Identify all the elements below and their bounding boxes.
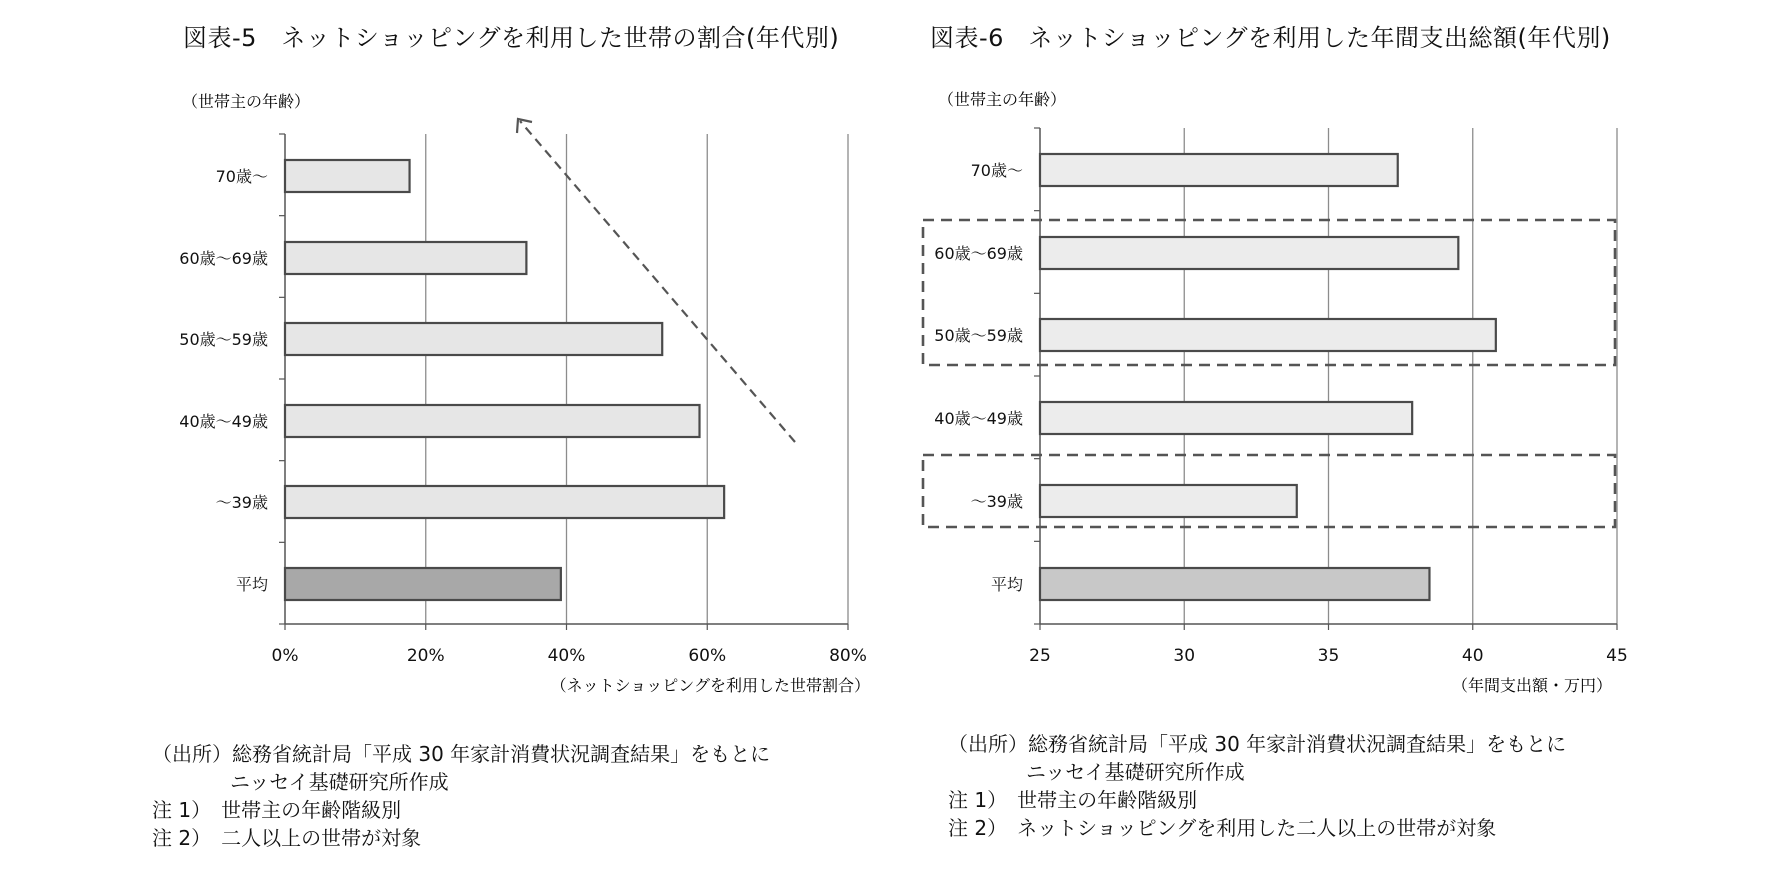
- chart6-bar: [1040, 154, 1398, 186]
- chart5-x-tick-label: 0%: [271, 646, 299, 666]
- chart6-x-tick-label: 25: [1029, 646, 1051, 666]
- chart6-category-label: 40歳～49歳: [934, 409, 1023, 428]
- chart5-x-axis-title: （ネットショッピングを利用した世帯割合）: [550, 676, 870, 695]
- chart5-category-label: 60歳～69歳: [179, 249, 268, 268]
- chart5-x-tick-label: 20%: [406, 646, 445, 666]
- chart5-x-tick-label: 60%: [688, 646, 727, 666]
- chart5-bar: [285, 486, 724, 518]
- chart6-source-line: （出所）総務省統計局「平成 30 年家計消費状況調査結果」をもとに: [948, 732, 1567, 756]
- chart6-category-label: 70歳～: [970, 161, 1023, 180]
- chart5-y-axis-title: （世帯主の年齢）: [182, 92, 311, 111]
- chart5-bar: [285, 568, 561, 600]
- chart6-bar: [1040, 568, 1429, 600]
- chart5-trend-arrow: [520, 121, 795, 442]
- chart6-x-tick-label: 40: [1461, 646, 1484, 666]
- chart6-y-axis-title: （世帯主の年齢）: [938, 90, 1067, 109]
- chart5-category-label: 50歳～59歳: [179, 330, 268, 349]
- chart5-note-2: 注 2） 二人以上の世帯が対象: [152, 826, 422, 850]
- chart6-source-line: ニッセイ基礎研究所作成: [1026, 760, 1245, 784]
- chart5-source-line: （出所）総務省統計局「平成 30 年家計消費状況調査結果」をもとに: [152, 742, 771, 766]
- chart6-bar: [1040, 237, 1458, 269]
- chart6-category-label: ～39歳: [970, 492, 1023, 511]
- chart5-x-tick-label: 80%: [829, 646, 867, 666]
- chart5-category-label: 70歳～: [215, 167, 268, 186]
- chart6-bar: [1040, 485, 1297, 517]
- chart5-category-label: 40歳～49歳: [179, 412, 268, 431]
- chart5-source-notes: [152, 740, 770, 852]
- chart6-x-tick-label: 45: [1606, 646, 1628, 666]
- chart5-category-label: 平均: [235, 575, 268, 594]
- chart6-x-axis-title: （年間支出額・万円）: [1451, 676, 1612, 695]
- chart5-title: 図表-5 ネットショッピングを利用した世帯の割合(年代別): [183, 24, 840, 52]
- chart5-source-line: ニッセイ基礎研究所作成: [230, 770, 449, 794]
- chart6-category-label: 60歳～69歳: [934, 244, 1023, 263]
- chart5-plot: [0, 0, 888, 720]
- chart6-x-tick-label: 35: [1317, 646, 1340, 666]
- chart5-bar: [285, 405, 700, 437]
- chart5-bar: [285, 160, 410, 192]
- chart6-note-1: 注 1） 世帯主の年齢階級別: [948, 788, 1198, 812]
- chart6-plot: [888, 0, 1776, 720]
- chart5-category-label: ～39歳: [215, 493, 268, 512]
- chart6-bar: [1040, 319, 1496, 351]
- chart6-category-label: 平均: [990, 575, 1023, 594]
- chart6-source-notes: [948, 730, 1566, 842]
- chart6-note-2: 注 2） ネットショッピングを利用した二人以上の世帯が対象: [948, 816, 1497, 840]
- chart5-bar: [285, 242, 526, 274]
- chart6-bar: [1040, 402, 1412, 434]
- chart5-bar: [285, 323, 662, 355]
- chart5-x-tick-label: 40%: [547, 646, 586, 666]
- chart6-category-label: 50歳～59歳: [934, 326, 1023, 345]
- chart6-title: 図表-6 ネットショッピングを利用した年間支出総額(年代別): [930, 24, 1611, 52]
- chart5-note-1: 注 1） 世帯主の年齢階級別: [152, 798, 402, 822]
- chart6-x-tick-label: 30: [1173, 646, 1196, 666]
